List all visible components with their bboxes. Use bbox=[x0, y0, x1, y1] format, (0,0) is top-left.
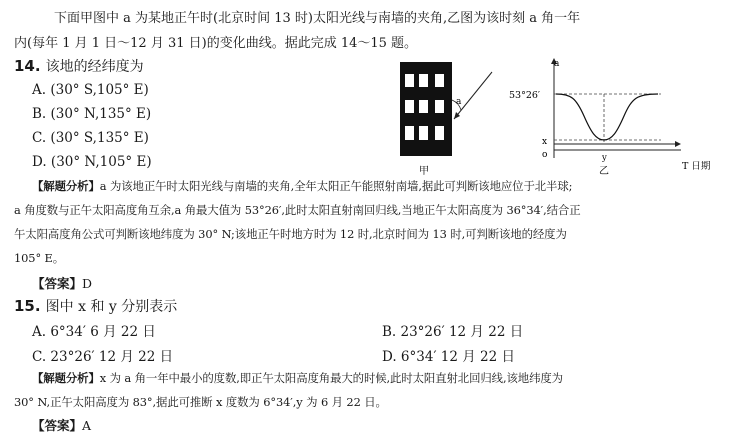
figure-jia bbox=[380, 56, 500, 178]
q15-option-c: C. 23°26′ 12 月 22 日 bbox=[32, 349, 174, 365]
q15-answer bbox=[32, 416, 91, 434]
q15-option-a: A. 6°34′ 6 月 22 日 bbox=[32, 324, 156, 340]
point-label: y bbox=[602, 153, 607, 163]
y-axis-label: a bbox=[554, 59, 560, 69]
q14-option-b: B. (30° N,135° E) bbox=[32, 106, 152, 122]
q15-option-b: B. 23°26′ 12 月 22 日 bbox=[382, 324, 524, 340]
q14-analysis-line-4: 105° E。 bbox=[14, 251, 65, 265]
analysis-tag: 【解题分析】 bbox=[32, 371, 100, 385]
answer-value: D bbox=[82, 276, 93, 291]
analysis-tag: 【解题分析】 bbox=[32, 179, 100, 193]
figure-caption-jia: 甲 bbox=[419, 166, 429, 177]
question-number: 14. bbox=[14, 57, 41, 75]
q14-option-a: A. (30° S,105° E) bbox=[32, 82, 149, 98]
intro-line-2: 内(每年 1 月 1 日～12 月 31 日)的变化曲线。据此完成 14～15 题。 bbox=[14, 36, 418, 51]
q15-analysis-line-1: 【解题分析】x 为 a 角一年中最小的度数,即正午太阳高度角最大的时候,此时太阳直射北回归线,该地纬度为 bbox=[32, 371, 563, 385]
q14-option-c: C. (30° S,135° E) bbox=[32, 130, 149, 146]
question-15-header bbox=[14, 296, 177, 316]
answer-value: A bbox=[82, 418, 92, 433]
q14-analysis-line-1: 【解题分析】a 为该地正午时太阳光线与南墙的夹角,全年太阳正午能照射南墙,据此可判断该地应位于北半球; bbox=[32, 179, 573, 193]
figure-caption-yi: 乙 bbox=[599, 166, 609, 177]
figure-yi bbox=[506, 56, 746, 180]
q15-analysis-line-2: 30° N,正午太阳高度为 83°,据此可推断 x 度数为 6°34′,y 为 6 月 22 日。 bbox=[14, 395, 387, 409]
sunlight-ray bbox=[454, 72, 492, 119]
answer-tag: 【答案】 bbox=[32, 276, 83, 291]
max-label: 53°26′ bbox=[509, 90, 541, 101]
answer-tag: 【答案】 bbox=[32, 418, 83, 433]
q15-option-d: D. 6°34′ 12 月 22 日 bbox=[382, 349, 516, 365]
question-14-header bbox=[14, 56, 144, 76]
question-title: 图中 x 和 y 分别表示 bbox=[45, 299, 178, 315]
angle-label: a bbox=[456, 97, 462, 107]
q14-analysis-line-3: 午太阳高度角公式可判断该地纬度为 30° N;该地正午时地方时为 12 时,北京时间为 13 时,可判断该地的经度为 bbox=[14, 227, 567, 241]
x-axis-label: T 日期 bbox=[682, 161, 711, 172]
intro-line-1: 下面甲图中 a 为某地正午时(北京时间 13 时)太阳光线与南墙的夹角,乙图为该时刻 a 角一年 bbox=[54, 11, 581, 26]
angle-curve bbox=[556, 94, 658, 140]
question-number: 15. bbox=[14, 297, 41, 315]
question-title: 该地的经纬度为 bbox=[45, 59, 144, 75]
origin-label: o bbox=[542, 150, 548, 160]
q14-analysis-line-2: a 角度数与正午太阳高度角互余,a 角最大值为 53°26′,此时太阳直射南回归线,当地正午太阳高度为 36°34′,结合正 bbox=[14, 203, 581, 217]
min-label: x bbox=[542, 137, 548, 147]
q14-answer bbox=[32, 274, 92, 292]
q14-option-d: D. (30° N,105° E) bbox=[32, 154, 152, 170]
